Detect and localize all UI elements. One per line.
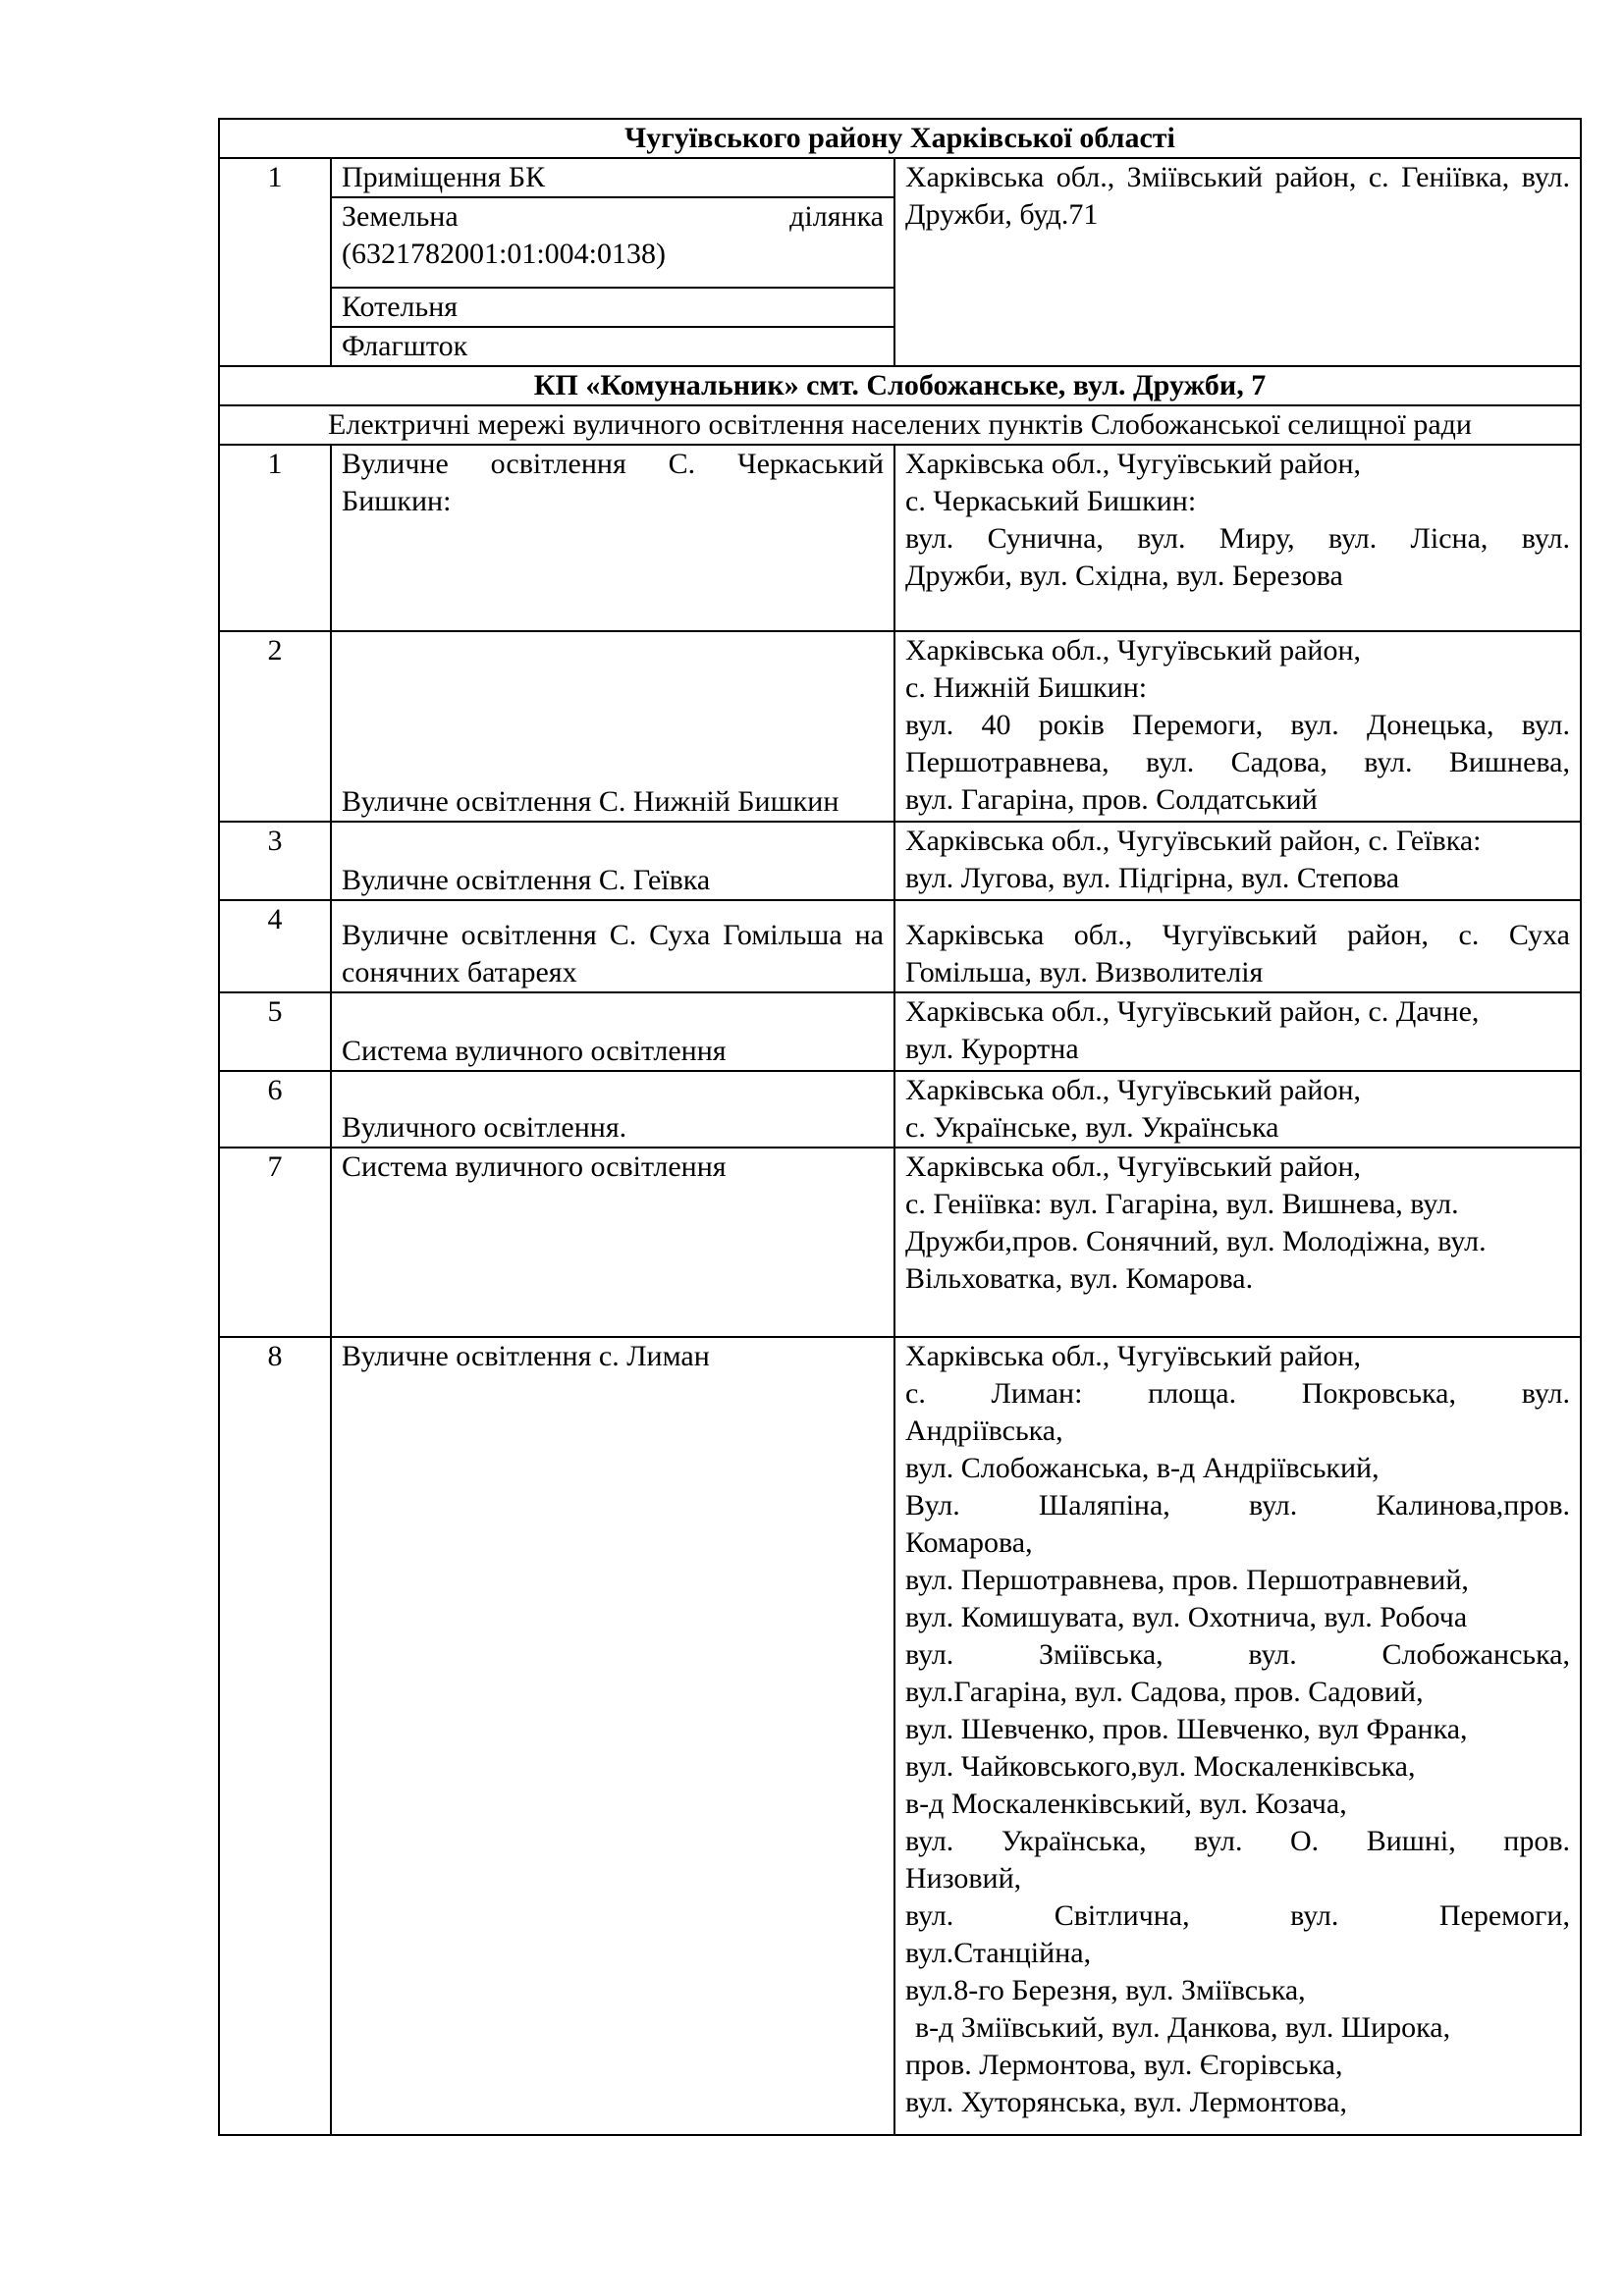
item-address bbox=[894, 445, 1581, 631]
address-line: с. Лиман: площа. Покровська, вул. bbox=[905, 1377, 1570, 1410]
address-line: вул. Шевченко, пров. Шевченко, вул Франка, bbox=[905, 1713, 1468, 1745]
address-line: Андріївська, bbox=[905, 1415, 1063, 1447]
address-line: с. Черкаський Бишкин: bbox=[905, 485, 1197, 517]
table-row bbox=[219, 631, 1581, 822]
item-name: Вуличне освітлення С. Черкаський Бишкин: bbox=[331, 445, 894, 631]
item-name: Котельня bbox=[331, 288, 894, 327]
address-line: вул. Лугова, вул. Підгірна, вул. Степова bbox=[905, 862, 1400, 894]
address-line: Харківська обл., Чугуївський район, bbox=[905, 1340, 1362, 1372]
table-row bbox=[219, 366, 1581, 405]
item-address bbox=[894, 1337, 1581, 2135]
address-line: вул.8-го Березня, вул. Зміївська, bbox=[905, 1974, 1306, 2006]
address-line: Харківська обл., Чугуївський район, с. Дачне, bbox=[905, 995, 1480, 1028]
address-line: вул. Курортна bbox=[905, 1033, 1079, 1065]
item-name: Вуличне освітлення С. Нижній Бишкин bbox=[331, 631, 894, 822]
address-line: Харківська обл., Чугуївський район, bbox=[905, 634, 1362, 667]
address-line: Дружби, вул. Східна, вул. Березова bbox=[905, 560, 1343, 592]
address-line: вул. Українська, вул. О. Вишні, пров. bbox=[905, 1825, 1570, 1857]
address-line: вул. Першотравнева, пров. Першотравневий, bbox=[905, 1564, 1469, 1596]
address-line: вул. Комишувата, вул. Охотнича, вул. Робоча bbox=[905, 1601, 1468, 1633]
address-line: Комарова, bbox=[905, 1526, 1033, 1559]
address-line: пров. Лермонтова, вул. Єгорівська, bbox=[905, 2049, 1343, 2081]
address-line: Харківська обл., Чугуївський район, bbox=[905, 448, 1362, 480]
table-row bbox=[219, 405, 1581, 445]
section-title: КП «Комунальник» смт. Слобожанське, вул. Дружби, 7 bbox=[219, 366, 1581, 405]
row-number: 4 bbox=[219, 900, 331, 992]
address-line: Вул. Шаляпіна, вул. Калинова,пров. bbox=[905, 1489, 1570, 1522]
item-address bbox=[894, 992, 1581, 1071]
address-line: Харківська обл., Чугуївський район, bbox=[905, 1150, 1362, 1183]
item-address bbox=[894, 1071, 1581, 1148]
section-subtitle: Електричні мережі вуличного освітлення населених пунктів Слобожанської селищної ради bbox=[219, 405, 1581, 445]
address-line: с. Геніївка: вул. Гагаріна, вул. Вишнева, вул. bbox=[905, 1188, 1459, 1220]
land-word: ділянка bbox=[789, 200, 884, 233]
item-address: Харківська обл., Зміївський район, с. Геніївка, вул. Дружби, буд.71 bbox=[894, 158, 1581, 366]
address-line: вул. Світлична, вул. Перемоги, bbox=[905, 1899, 1570, 1932]
address-line: Вільховатка, вул. Комарова. bbox=[905, 1262, 1254, 1295]
item-address bbox=[894, 900, 1581, 992]
table-row bbox=[219, 992, 1581, 1071]
address-line: с. Українське, вул. Українська bbox=[905, 1111, 1279, 1144]
address-line: вул. Чайковського,вул. Москаленківська, bbox=[905, 1750, 1416, 1783]
table-row bbox=[219, 158, 1581, 197]
row-number: 8 bbox=[219, 1337, 331, 2135]
item-address bbox=[894, 1148, 1581, 1337]
row-number: 7 bbox=[219, 1148, 331, 1337]
address-line: вул.Станційна, bbox=[905, 1937, 1092, 1969]
row-number: 1 bbox=[219, 445, 331, 631]
table-row bbox=[219, 119, 1581, 158]
item-name: Приміщення БК bbox=[331, 158, 894, 197]
land-plot-cell bbox=[331, 197, 894, 288]
address-line: Харківська обл., Чугуївський район, с. Суха bbox=[905, 919, 1570, 951]
address-line: в-д Зміївський, вул. Данкова, вул. Широка, bbox=[915, 2011, 1451, 2044]
row-number: 3 bbox=[219, 822, 331, 900]
section-title: Чугуївського району Харківської області bbox=[219, 119, 1581, 158]
address-line: вул. Зміївська, вул. Слобожанська, bbox=[905, 1638, 1570, 1671]
item-name: Система вуличного освітлення bbox=[331, 992, 894, 1071]
address-line: Низовий, bbox=[905, 1862, 1022, 1895]
table-row bbox=[219, 1337, 1581, 2135]
address-line: с. Нижній Бишкин: bbox=[905, 671, 1148, 704]
table-row bbox=[219, 900, 1581, 992]
address-line: в-д Москаленківський, вул. Козача, bbox=[905, 1788, 1347, 1820]
item-name: Вуличного освітлення. bbox=[331, 1071, 894, 1148]
address-line: Гомільша, вул. Визволителія bbox=[905, 956, 1264, 988]
table-row bbox=[219, 445, 1581, 631]
address-line: Харківська обл., Чугуївський район, с. Геївка: bbox=[905, 825, 1482, 857]
item-name: Вуличне освітлення С. Геївка bbox=[331, 822, 894, 900]
property-table bbox=[218, 118, 1582, 2136]
row-number: 5 bbox=[219, 992, 331, 1071]
item-name: Вуличне освітлення С. Суха Гомільша на сонячних батареях bbox=[331, 900, 894, 992]
table-row bbox=[219, 1071, 1581, 1148]
item-name: Флагшток bbox=[331, 327, 894, 366]
item-name: Система вуличного освітлення bbox=[331, 1148, 894, 1337]
row-number: 1 bbox=[219, 158, 331, 366]
land-cadastre-number: (6321782001:01:004:0138) bbox=[342, 238, 666, 270]
table-row bbox=[219, 1148, 1581, 1337]
item-address bbox=[894, 631, 1581, 822]
address-line: вул. Сунична, вул. Миру, вул. Лісна, вул. bbox=[905, 522, 1570, 555]
address-line: Харківська обл., Чугуївський район, bbox=[905, 1074, 1362, 1106]
row-number: 2 bbox=[219, 631, 331, 822]
address-line: вул. Хуторянська, вул. Лермонтова, bbox=[905, 2086, 1347, 2118]
item-address bbox=[894, 822, 1581, 900]
row-number: 6 bbox=[219, 1071, 331, 1148]
address-line: вул. 40 років Перемоги, вул. Донецька, вул. bbox=[905, 709, 1570, 741]
address-line: вул. Слобожанська, в-д Андріївський, bbox=[905, 1452, 1380, 1484]
address-line: вул.Гагаріна, вул. Садова, пров. Садовий, bbox=[905, 1676, 1424, 1708]
address-line: вул. Гагаріна, пров. Солдатський bbox=[905, 783, 1318, 816]
item-name: Вуличне освітлення с. Лиман bbox=[331, 1337, 894, 2135]
address-line: Дружби,пров. Сонячний, вул. Молодіжна, вул. bbox=[905, 1225, 1487, 1257]
land-label: Земельна bbox=[342, 200, 459, 233]
table-row bbox=[219, 822, 1581, 900]
address-line: Першотравнева, вул. Садова, вул. Вишнева, bbox=[905, 746, 1570, 778]
